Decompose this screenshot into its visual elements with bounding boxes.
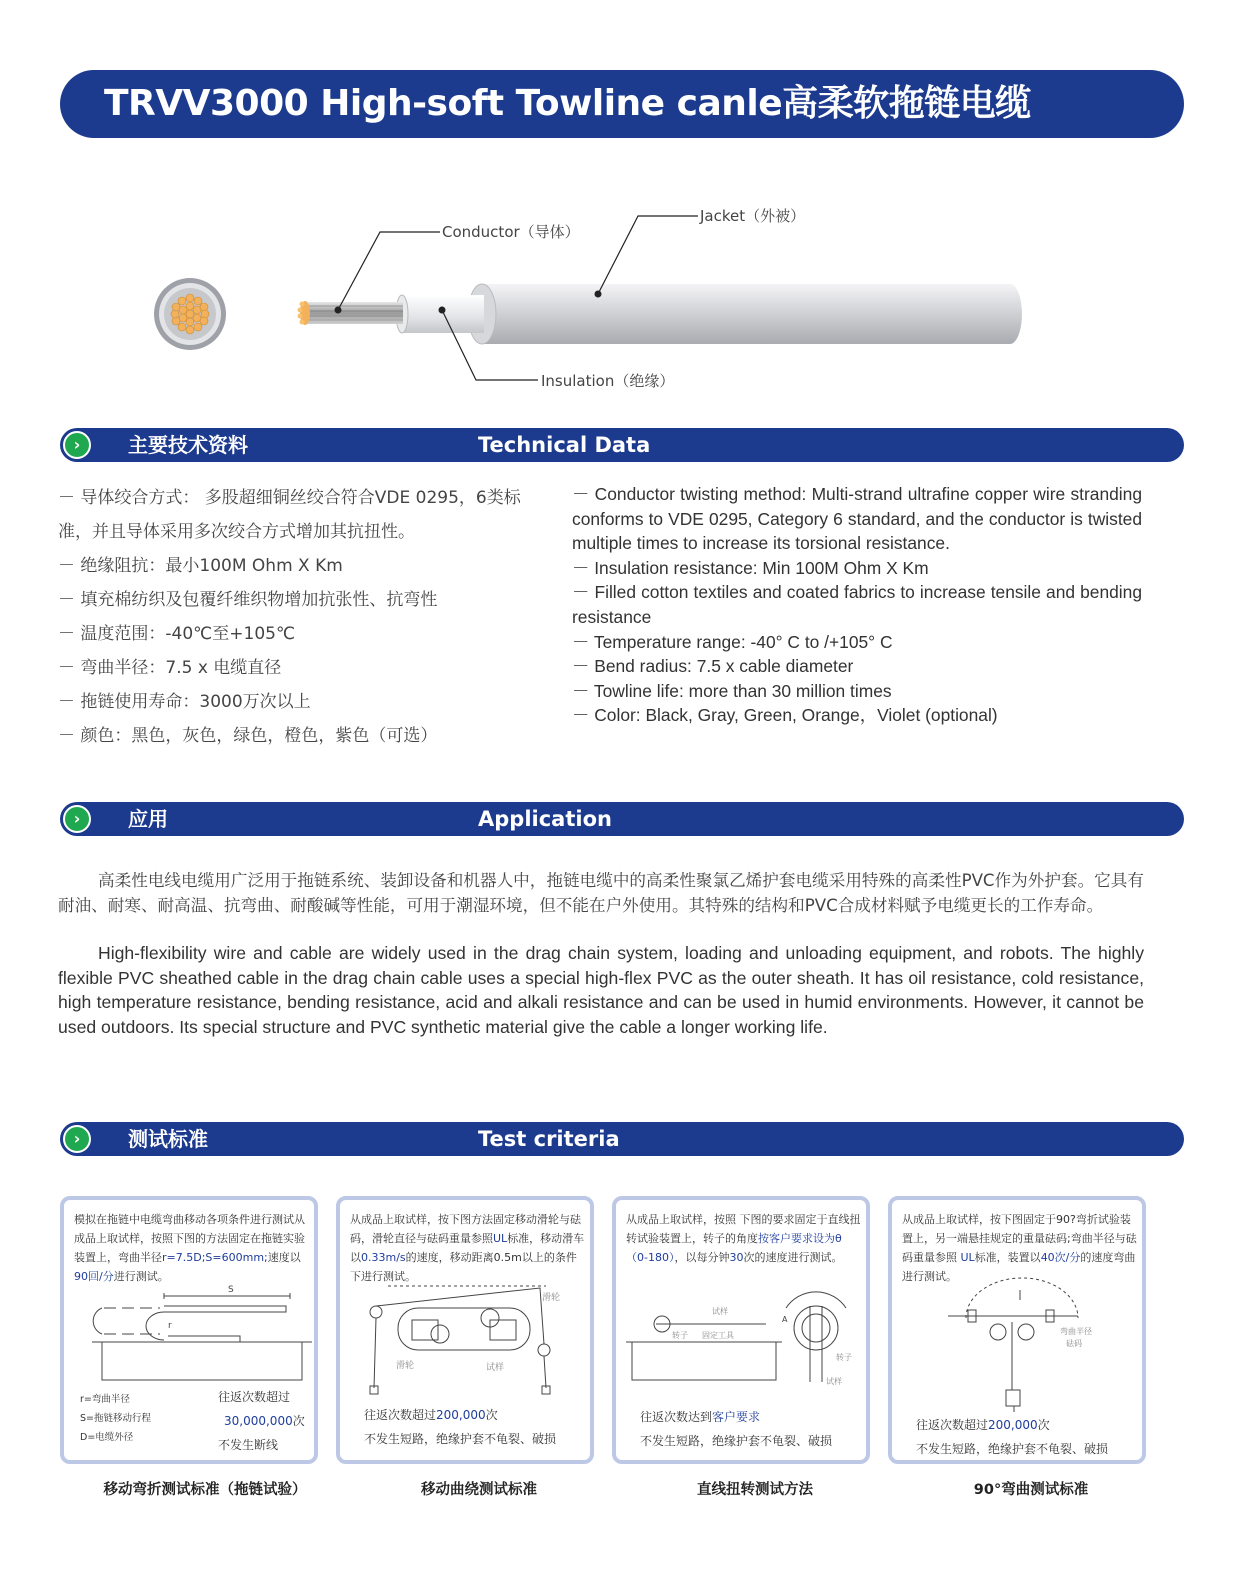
- list-item: － Filled cotton textiles and coated fabrics to increase tensile and bending resistance: [572, 582, 1142, 627]
- cable-insulation: [402, 295, 484, 333]
- list-item: － 导体绞合方式： 多股超细铜丝绞合符合VDE 0295，6类标准，并且导体采用多次绞合方式增加其抗扭性。: [58, 488, 521, 542]
- jacket-label: Jacket（外被）: [700, 207, 806, 225]
- application-text-cn: 高柔性电线电缆用广泛用于拖链系统、装卸设备和机器人中，拖链电缆中的高柔性聚氯乙烯护套电缆采用特殊的高柔性PVC作为外护套。它具有耐油、耐寒、耐高温、抗弯曲、耐酸碱等性能，可用于潮湿环境，但不能在户外使用。其特殊的结构和PVC合成材料赋予电缆更长的工作寿命。: [58, 871, 1144, 915]
- svg-text:试样: 试样: [486, 1363, 505, 1373]
- list-item: － 颜色：黑色，灰色，绿色，橙色，紫色（可选）: [58, 726, 438, 746]
- svg-text:试样: 试样: [712, 1307, 728, 1316]
- svg-text:r: r: [168, 1321, 172, 1331]
- application-text-en: High-flexibility wire and cable are widely used in the drag chain system, loading and unloading equipment, and robots. The highly flexible PVC sheathed cable in the drag chain cable uses a special high-flex PVC as the outer sheath. It has oil resistance, cold resistance, high temperature resistance, bending resistance, acid and alkali resistance and can be used in humid environments. However, it cannot be used outdoors. Its special structure and PVC synthetic material give the cable a longer working life.: [58, 943, 1144, 1037]
- technical-list-en: [572, 482, 1142, 728]
- list-item: － 填充棉纺织及包覆纤维织物增加抗张性、抗弯性: [58, 590, 438, 610]
- section-header-technical: [60, 428, 1184, 462]
- insulation-label: Insulation（绝缘）: [541, 372, 675, 390]
- page-title: TRVV3000 High-soft Towline canle高柔软拖链电缆: [104, 83, 1031, 124]
- legend: r=弯曲半径 S=拖链移动行程 D=电缆外径: [80, 1394, 151, 1443]
- conductor-label: Conductor（导体）: [442, 223, 580, 241]
- list-item: － Towline life: more than 30 million times: [572, 680, 892, 701]
- svg-text:弯曲半径: 弯曲半径: [1060, 1327, 1092, 1336]
- svg-text:滑轮: 滑轮: [542, 1293, 561, 1303]
- test-caption: 直线扭转测试方法: [697, 1482, 813, 1498]
- test-description: 从成品上取试样，按下图固定于90?弯折试验装置上，另一端悬挂规定的重量砝码;弯曲半径与砝码重量参照 UL标准，装置以40次/分的速度弯曲进行测试。: [902, 1213, 1137, 1283]
- svg-text:A: A: [782, 1315, 788, 1324]
- svg-text:固定工具: 固定工具: [702, 1331, 734, 1340]
- test-card-flex: [336, 1196, 594, 1464]
- section-title-cn: 应用: [128, 807, 168, 831]
- result-text: 往返次数超过: [218, 1390, 291, 1404]
- test-description: 从成品上取试样，按照 下图的要求固定于直线扭转试验装置上，转子的角度按客户要求设为θ（0-180），以每分钟30次的速度进行测试。: [626, 1213, 861, 1264]
- chevron-right-icon: ›: [63, 1125, 91, 1153]
- section-header-test: [60, 1122, 1184, 1156]
- section-title-cn: 测试标准: [128, 1127, 208, 1151]
- result-criteria: 不发生短路，绝缘护套不龟裂、破损: [640, 1434, 833, 1448]
- list-item: － 温度范围：-40℃至+105℃: [58, 624, 296, 644]
- svg-text:试样: 试样: [826, 1377, 842, 1386]
- svg-text:转子: 转子: [672, 1331, 688, 1340]
- list-item: － Bend radius: 7.5 x cable diameter: [572, 656, 854, 677]
- list-item: － 绝缘阻抗：最小100M Ohm X Km: [58, 556, 343, 576]
- section-title-en: Technical Data: [478, 433, 651, 457]
- test-description: 模拟在拖链中电缆弯曲移动各项条件进行测试从成品上取试样，按照下图的方法固定在拖链实验装置上，弯曲半径r=7.5D;S=600mm;速度以90回/分进行测试。: [74, 1213, 305, 1283]
- title-banner: [60, 70, 1184, 138]
- cable-structure-diagram: [150, 198, 1090, 418]
- chevron-right-icon: ›: [63, 805, 91, 833]
- section-title-cn: 主要技术资料: [128, 433, 248, 457]
- svg-text:滑轮: 滑轮: [396, 1361, 415, 1371]
- test-caption: 移动弯折测试标准（拖链试验）: [103, 1482, 307, 1498]
- svg-text:转子: 转子: [836, 1353, 852, 1362]
- list-item: － 弯曲半径：7.5 x 电缆直径: [58, 658, 282, 678]
- technical-list-cn: [58, 481, 548, 753]
- result-count: 往返次数达到客户要求: [640, 1410, 761, 1424]
- section-header-application: [60, 802, 1184, 836]
- list-item: － Insulation resistance: Min 100M Ohm X Km: [572, 557, 929, 578]
- result-criteria: 不发生短路，绝缘护套不龟裂、破损: [364, 1432, 557, 1446]
- cable-jacket: [480, 284, 1022, 344]
- test-description: 从成品上取试样，按下图方法固定移动滑轮与砝码，滑轮直径与砝码重量参照UL标准，移动滑车以0.33m/s的速度，移动距离0.5m以上的条件下进行测试。: [350, 1213, 585, 1283]
- chevron-right-icon: ›: [63, 431, 91, 459]
- test-caption: 移动曲绕测试标准: [421, 1482, 537, 1498]
- svg-text:砝码: 砝码: [1066, 1339, 1082, 1348]
- test-caption: 90°弯曲测试标准: [973, 1482, 1089, 1498]
- list-item: － Temperature range: -40° C to /+105° C: [572, 631, 893, 652]
- result-count: 30,000,000次: [224, 1414, 305, 1428]
- test-card-bend-90: [888, 1196, 1146, 1464]
- svg-text:S: S: [228, 1285, 234, 1295]
- result-criteria: 不发生断线: [218, 1438, 279, 1452]
- result-count: 往返次数超过200,000次: [916, 1418, 1050, 1432]
- cable-conductor: [298, 301, 404, 325]
- section-title-en: Test criteria: [478, 1127, 620, 1151]
- list-item: － 拖链使用寿命：3000万次以上: [58, 692, 311, 712]
- test-card-torsion: [612, 1196, 870, 1464]
- list-item: － Color: Black, Gray, Green, Orange，Violet (optional): [572, 705, 998, 726]
- result-criteria: 不发生短路，绝缘护套不龟裂、破损: [916, 1442, 1109, 1456]
- section-title-en: Application: [478, 807, 612, 831]
- result-count: 往返次数超过200,000次: [364, 1408, 498, 1422]
- list-item: － Conductor twisting method: Multi-strand ultrafine copper wire stranding conforms to VDE 0295, Category 6 standard, and the conductor is twisted multiple times to increase its torsional resistance.: [572, 484, 1142, 554]
- test-card-drag-chain: [60, 1196, 318, 1464]
